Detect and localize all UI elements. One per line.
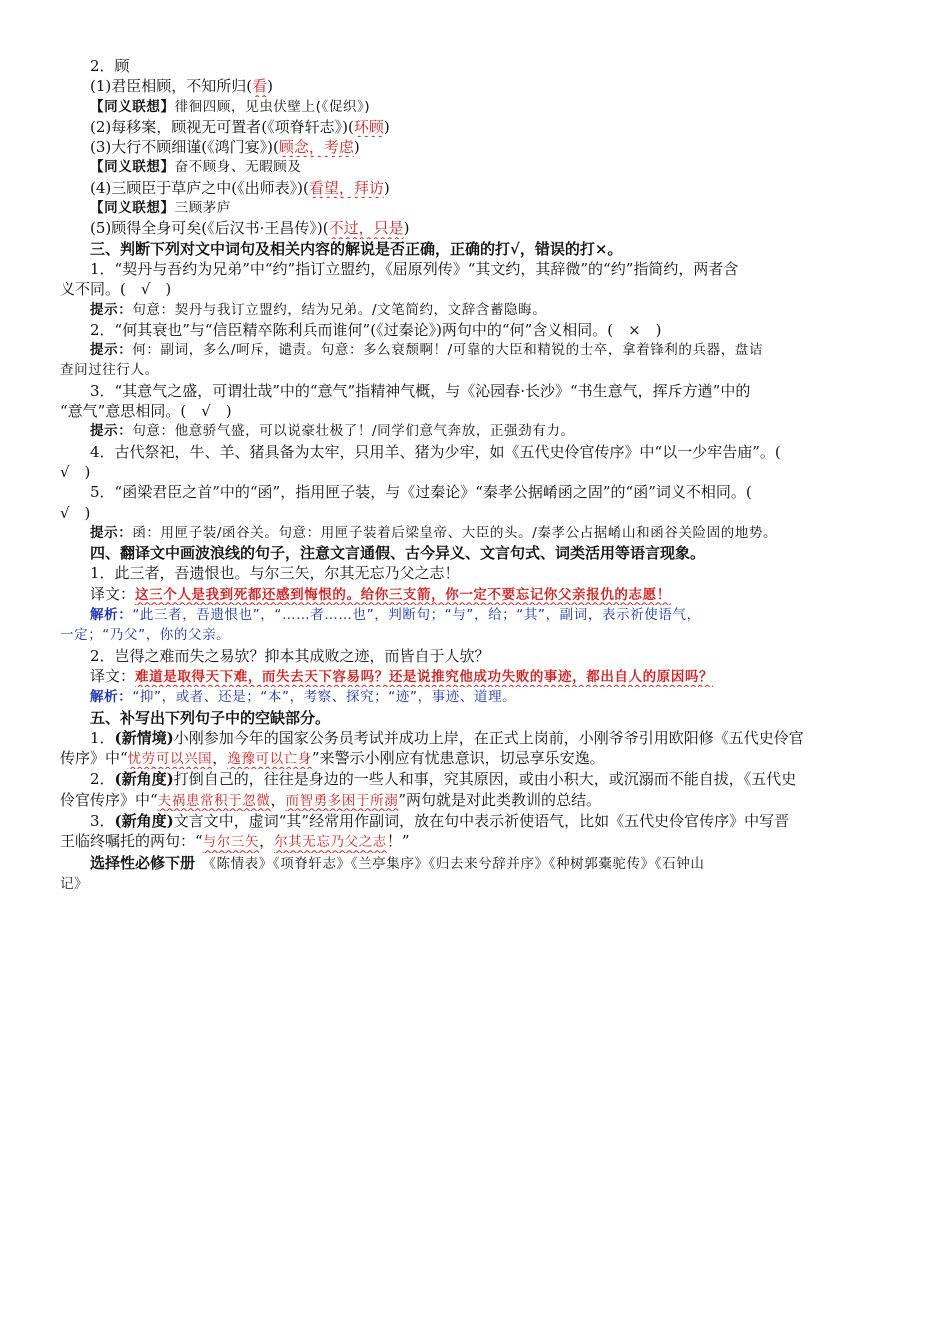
fill-answer: 逸豫可以亡身 — [227, 751, 312, 768]
judge-hint-3: 提示：句意：他意骄气盛，可以说豪壮极了！/同学们意气奔放，正强劲有力。 — [90, 423, 575, 440]
synonym-association-3: 【同义联想】三顾茅庐 — [90, 200, 232, 217]
judge-q4-line1: 4．古代祭祀，牛、羊、猪具备为太牢，只用羊、猪为少牢，如《五代史伶官传序》中“以一少牢告庙”。( — [90, 442, 781, 461]
section-heading-fill: 五、补写出下列句子中的空缺部分。 — [90, 708, 331, 727]
judge-q1-line2: 义不同。( √ ) — [60, 280, 172, 299]
analysis-2: 解析：“抑”，或者、还是；“本”，考察、探究；“迹”，事迹、道理。 — [90, 689, 517, 706]
translation-answer: 难道是取得天下难，而失去天下容易吗？还是说推究他成功失败的事迹，都出自人的原因吗？ — [135, 668, 714, 685]
synonym-association-1: 【同义联想】徘徊四顾，见虫伏壁上(《促织》) — [90, 98, 371, 115]
judge-q3-line2: “意气”意思相同。( √ ) — [60, 402, 232, 421]
answer: 看 — [252, 77, 268, 96]
judge-q1-line1: 1．“契丹与吾约为兄弟”中“约”指订立盟约，《屈原列传》“其文约，其辞微”的“约”指简约，两者含 — [90, 259, 739, 278]
judge-q2: 2．“何其衰也”与“信臣精卒陈利兵而谁何”(《过秦论》)两句中的“何”含义相同。( × ) — [90, 320, 662, 339]
answer: 顾念，考虑 — [278, 138, 354, 157]
fill-answer: 与尔三矢 — [202, 834, 260, 851]
judge-q4-line2: √ ) — [60, 462, 91, 481]
answer: 环顾 — [353, 117, 384, 136]
judge-q5-line2: √ ) — [60, 503, 91, 522]
fill-q3-line2: 王临终嘱托的两句：“与尔三矢，尔其无忘乃父之志！” — [60, 832, 410, 851]
judge-hint-5: 提示：函：用匣子装/函谷关。句意：用匣子装着后梁皇帝、大臣的头。/秦孝公占据崤山和函谷关险固的地势。 — [90, 524, 778, 541]
judge-hint-2-line1: 提示：何：副词，多么/呵斥，谴责。句意：多么衰颓啊！/可靠的大臣和精锐的士卒，拿着锋利的兵器，盘诘 — [90, 342, 764, 359]
fill-answer: 而智勇多困于所溺 — [285, 792, 399, 809]
judge-q3-line1: 3．“其意气之盛，可谓壮哉”中的“意气”指精神气概，与《沁园春·长沙》“书生意气，挥斥方遒”中的 — [90, 381, 751, 400]
analysis-1-line2: 一定；“乃父”，你的父亲。 — [60, 627, 231, 644]
translation-2: 译文：难道是取得天下难，而失去天下容易吗？还是说推究他成功失败的事迹，都出自人的原因吗？ — [90, 666, 714, 685]
fill-q2-line1: 2．(新角度)打倒自己的，往往是身边的一些人和事，究其原因，或由小积大，或沉溺而不能自拔，《五代史 — [90, 770, 797, 789]
section-heading-judge: 三、判断下列对文中词句及相关内容的解说是否正确，正确的打√，错误的打×。 — [90, 239, 623, 258]
fill-answer: 忧劳可以兴国 — [127, 751, 213, 768]
translation-1: 译文：这三个人是我到死都还感到悔恨的。给你三支箭，你一定不要忘记你父亲报仇的志愿！ — [90, 584, 671, 603]
fill-q3-line1: 3．(新角度)文言文中，虚词“其”经常用作副词，放在句中表示祈使语气，比如《五代史伶官传序》中写晋 — [90, 811, 790, 830]
fill-answer: 夫祸患常积于忽微 — [157, 792, 271, 809]
translation-answer: 这三个人是我到死都还感到悔恨的。给你三支箭，你一定不要忘记你父亲报仇的志愿！ — [135, 586, 671, 603]
item-gu-4: (4)三顾臣于草庐之中(《出师表》)(看望，拜访) — [90, 178, 390, 197]
section-heading-translate: 四、翻译文中画波浪线的句子，注意文言通假、古今异义、文言句式、词类活用等语言现象。 — [90, 544, 706, 563]
fill-q1-line1: 1．(新情境)小刚参加今年的国家公务员考试并成功上岸，在正式上岗前，小刚爷爷引用欧阳修《五代史伶官 — [90, 728, 804, 747]
item-gu-2: (2)每移案，顾视无可置者(《项脊轩志》)(环顾) — [90, 117, 390, 136]
judge-q5-line1: 5．“函梁君臣之首”中的“函”，指用匣子装，与《过秦论》“秦孝公据崤函之固”的“函”词义不相同。( — [90, 483, 752, 502]
analysis-1-line1: 解析：“此三者，吾遗恨也”，“……者……也”，判断句；“与”，给；“其”，副词，表示祈使语气， — [90, 607, 701, 624]
emphasis-dot-char: 顾 — [171, 117, 187, 136]
answer: 看望，拜访 — [308, 178, 384, 197]
fill-q2-line2: 伶官传序》中“夫祸患常积于忽微，而智勇多困于所溺”两句就是对此类教训的总结。 — [60, 790, 601, 809]
textbook-section-line2: 记》 — [60, 875, 89, 892]
emphasis-dot-char: 中 — [216, 178, 232, 197]
section-heading-gu: 2．顾 — [90, 57, 130, 75]
translate-q1: 1．此三者，吾遗恨也。与尔三矢，尔其无忘乃父之志！ — [90, 564, 460, 583]
item-gu-3: (3)大行不顾细谨(《鸿门宴》)(顾念，考虑) — [90, 138, 360, 157]
fill-q1-line2: 传序》中“忧劳可以兴国，逸豫可以亡身”来警示小刚应有忧患意识，切忌享乐安逸。 — [60, 749, 605, 768]
document-page — [60, 56, 890, 894]
answer: 不过，只是 — [328, 219, 404, 238]
judge-hint-1: 提示：句意：契丹与我订立盟约，结为兄弟。/文笔简约，文辞含蓄隐晦。 — [90, 301, 547, 318]
translate-q2: 2．岂得之难而失之易欤？抑本其成败之迹，而皆自于人欤？ — [90, 646, 490, 665]
synonym-association-2: 【同义联想】奋不顾身、无暇顾及 — [90, 159, 302, 176]
item-gu-1: (1)君臣相顾，不知所归(看) — [90, 77, 273, 96]
textbook-section-line: 选择性必修下册 《陈情表》《项脊轩志》《兰亭集序》《归去来兮辞并序》《种树郭橐驼传》《石钟山 — [90, 853, 705, 872]
judge-hint-2-line2: 查问过往行人。 — [60, 362, 159, 379]
fill-answer: 尔其无忘乃父之志 — [274, 834, 387, 851]
item-gu-5: (5)顾得全身可矣(《后汉书·王昌传》)(不过，只是) — [90, 219, 410, 238]
